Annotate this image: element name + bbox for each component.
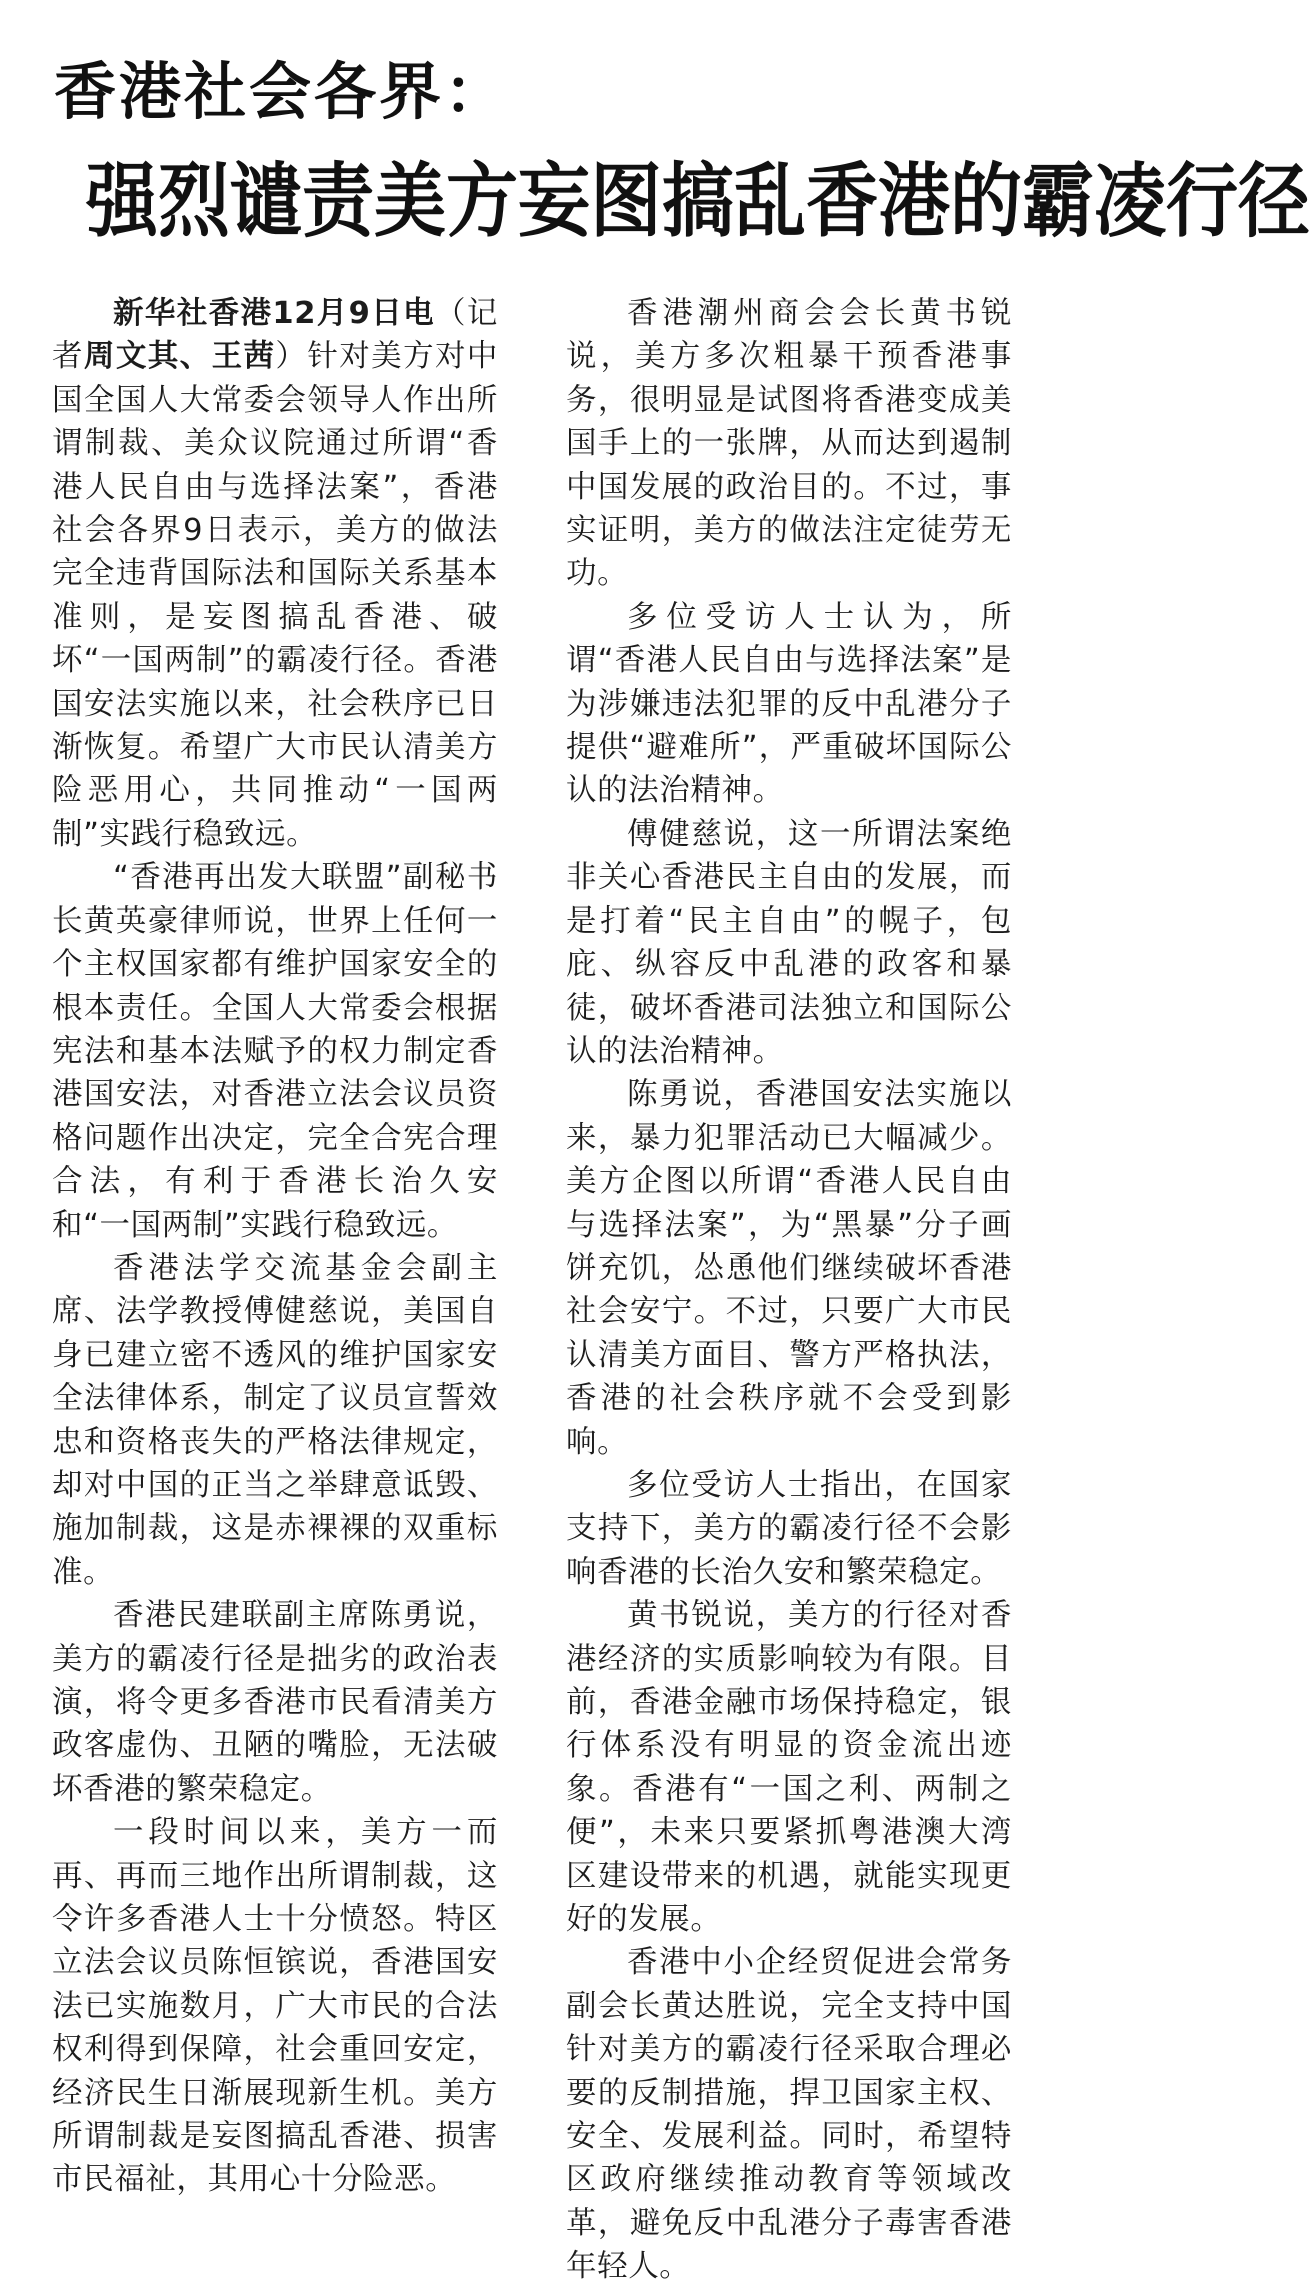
paragraph: 香港民建联副主席陈勇说，美方的霸凌行径是拙劣的政治表演，将令更多香港市民看清美方政客虚伪、丑陋的嘴脸，无法破坏香港的繁荣稳定。: [52, 1598, 498, 1807]
paragraph: 香港法学交流基金会副主席、法学教授傅健慈说，美国自身已建立密不透风的维护国家安全法律体系，制定了议员宣誓效忠和资格丧失的严格法律规定，却对中国的正当之举肆意诋毁、施加制裁，这是赤裸裸的双重标准。: [52, 1250, 498, 1590]
byline-close: ）: [275, 339, 308, 375]
column-left: [52, 292, 499, 2198]
paragraph: 多位受访人士指出，在国家支持下，美方的霸凌行径不会影响香港的长治久安和繁荣稳定。: [566, 1467, 1012, 1590]
paragraph: 陈勇说，香港国安法实施以来，暴力犯罪活动已大幅减少。美方企图以所谓“香港人民自由与选择法案”，为“黑暴”分子画饼充饥，怂恿他们继续破坏香港社会安宁。不过，只要广大市民认清美方面目、警方严格执法，香港的社会秩序就不会受到影响。: [566, 1077, 1012, 1460]
paragraph: 黄书锐说，美方的行径对香港经济的实质影响较为有限。目前，香港金融市场保持稳定，银行体系没有明显的资金流出迹象。香港有“一国之利、两制之便”，未来只要紧抓粤港澳大湾区建设带来的机遇，就能实现更好的发展。: [566, 1598, 1012, 1938]
paragraph: 香港潮州商会会长黄书锐说，美方多次粗暴干预香港事务，很明显是试图将香港变成美国手上的一张牌，从而达到遏制中国发展的政治目的。不过，事实证明，美方的做法注定徒劳无功。: [566, 296, 1012, 592]
article-title: 强烈谴责美方妄图搞乱香港的霸凌行径: [86, 152, 1310, 249]
column-right: [566, 292, 1012, 2285]
paragraph: 多位受访人士认为，所谓“香港人民自由与选择法案”是为涉嫌违法犯罪的反中乱港分子提供“避难所”，严重破坏国际公认的法治精神。: [566, 599, 1012, 809]
paragraph: 傅健慈说，这一所谓法案绝非关心香港民主自由的发展，而是打着“民主自由”的幌子，包庇、纵容反中乱港的政客和暴徒，破坏香港司法独立和国际公认的法治精神。: [566, 816, 1012, 1069]
headline-block: [0, 0, 1310, 290]
paragraph: “香港再出发大联盟”副秘书长黄英豪律师说，世界上任何一个主权国家都有维护国家安全的根本责任。全国人大常委会根据宪法和基本法赋予的权力制定香港国安法，对香港立法会议员资格问题作出决定，完全合宪合理合法，有利于香港长治久安和“一国两制”实践行稳致远。: [52, 860, 498, 1243]
article-body: [52, 292, 1012, 2285]
byline-open: （记者: [52, 296, 499, 375]
lead-text: 针对美方对中国全国人大常委会领导人作出所谓制裁、美众议院通过所谓“香港人民自由与选择法案”，香港社会各界9日表示，美方的做法完全违背国际法和国际关系基本准则，是妄图搞乱香港、破坏“一国两制”的霸凌行径。香港国安法实施以来，社会秩序已日渐恢复。希望广大市民认清美方险恶用心，共同推动“一国两制”实践行稳致远。: [52, 339, 498, 852]
dateline: 新华社香港12月9日电: [113, 296, 436, 331]
article-kicker: 香港社会各界：: [54, 55, 510, 128]
lead-paragraph: [52, 292, 498, 856]
byline: 周文其、王茜: [83, 339, 276, 375]
paragraph: 一段时间以来，美方一而再、再而三地作出所谓制裁，这令许多香港人士十分愤怒。特区立法会议员陈恒镔说，香港国安法已实施数月，广大市民的合法权利得到保障，社会重回安定，经济民生日渐展现新生机。美方所谓制裁是妄图搞乱香港、损害市民福祉，其用心十分险恶。: [52, 1815, 498, 2198]
paragraph: 香港中小企经贸促进会常务副会长黄达胜说，完全支持中国针对美方的霸凌行径采取合理必要的反制措施，捍卫国家主权、安全、发展利益。同时，希望特区政府继续推动教育等领域改革，避免反中乱港分子毒害香港年轻人。: [566, 1945, 1012, 2285]
